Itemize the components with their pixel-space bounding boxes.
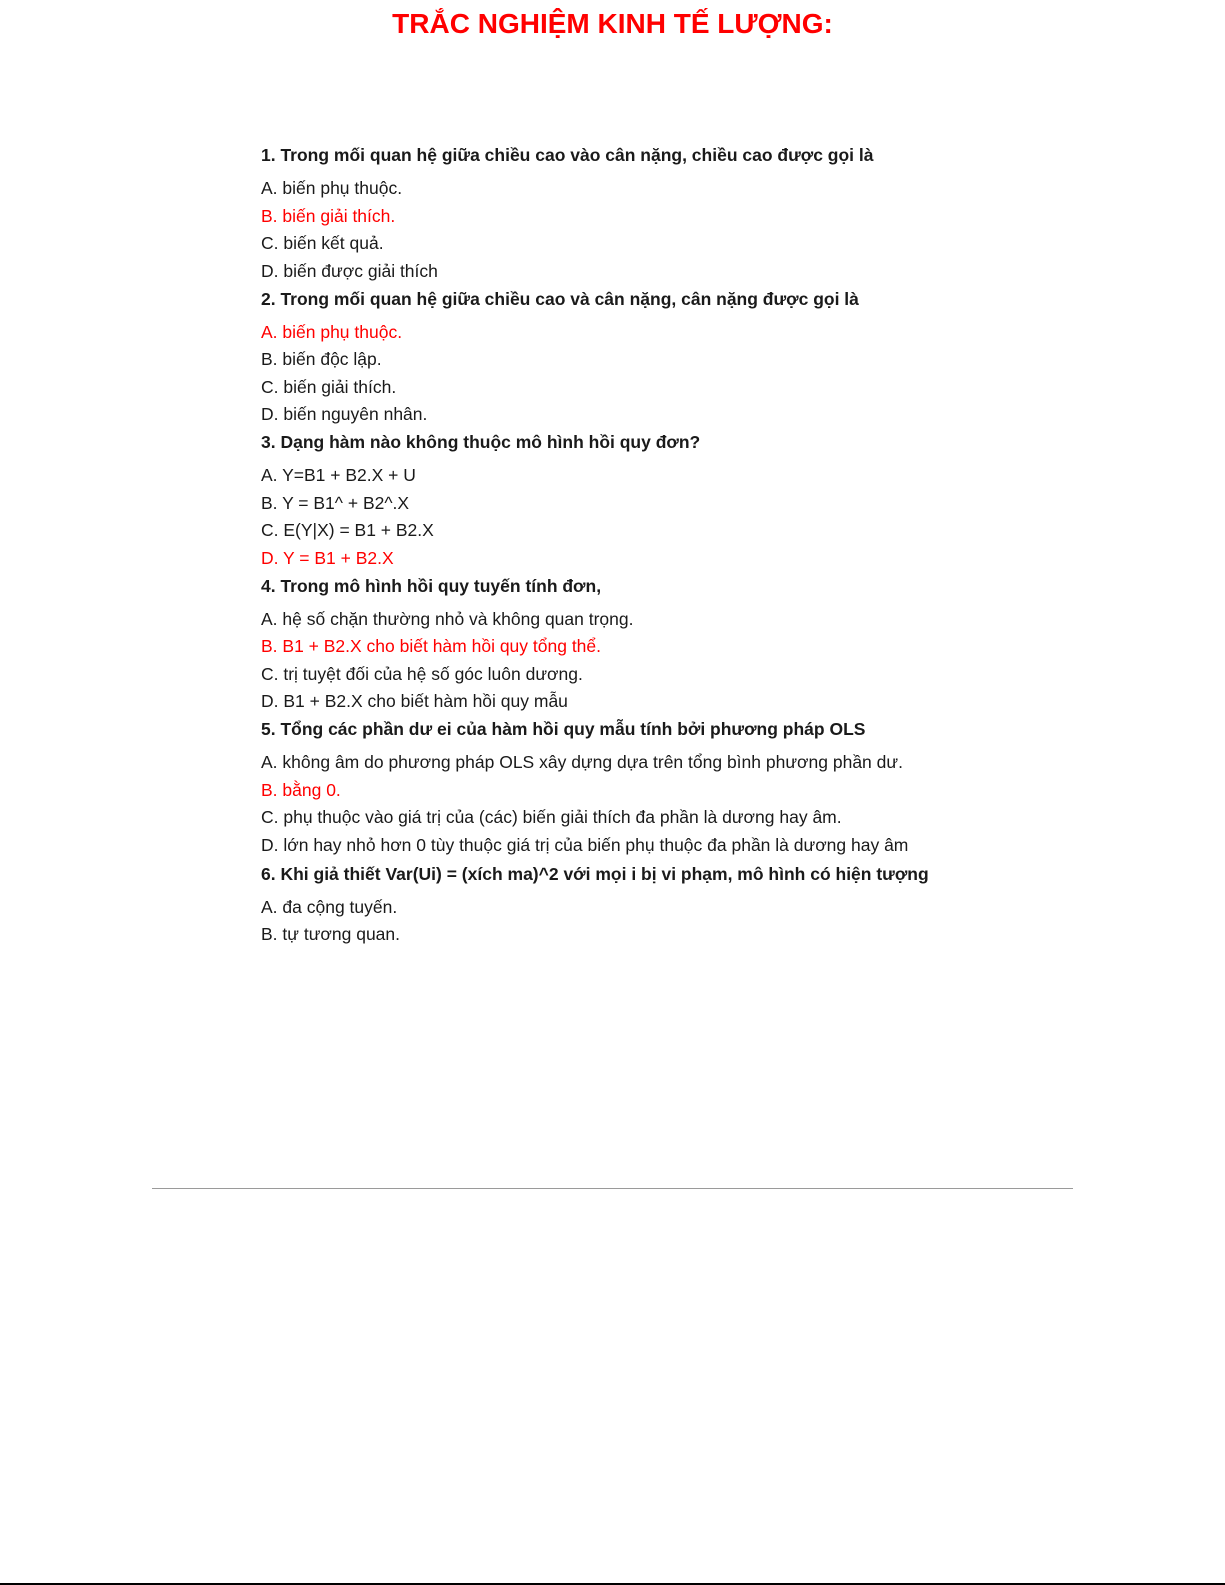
q5-option-d: D. lớn hay nhỏ hơn 0 tùy thuộc giá trị của biến phụ thuộc đa phần là dương hay âm	[261, 834, 909, 855]
q4-option-c: C. trị tuyệt đối của hệ số góc luôn dương.	[261, 663, 583, 684]
q4-option-d: D. B1 + B2.X cho biết hàm hồi quy mẫu	[261, 691, 568, 711]
q5-option-c: C. phụ thuộc vào giá trị của (các) biến giải thích đa phần là dương hay âm.	[261, 807, 842, 827]
q2-option-c: C. biến giải thích.	[261, 376, 397, 397]
q6-option-b: B. tự tương quan.	[261, 924, 401, 944]
question-2: 2. Trong mối quan hệ giữa chiều cao và cân nặng, cân nặng được gọi là	[261, 288, 859, 309]
q1-option-c: C. biến kết quả.	[261, 233, 384, 253]
q3-option-d-correct: D. Y = B1 + B2.X	[261, 547, 394, 568]
q5-option-a: A. không âm do phương pháp OLS xây dựng dựa trên tổng bình phương phần dư.	[261, 752, 903, 772]
q3-option-c: C. E(Y|X) = B1 + B2.X	[261, 520, 434, 540]
question-1: 1. Trong mối quan hệ giữa chiều cao vào cân nặng, chiều cao được gọi là	[261, 145, 874, 165]
q1-option-d: D. biến được giải thích	[261, 260, 438, 281]
q1-option-b-correct: B. biến giải thích.	[261, 205, 396, 226]
q4-option-b-correct: B. B1 + B2.X cho biết hàm hồi quy tổng thể.	[261, 636, 602, 656]
q2-option-b: B. biến độc lập.	[261, 349, 382, 369]
q4-option-a: A. hệ số chặn thường nhỏ và không quan trọng.	[261, 608, 634, 629]
question-5: 5. Tổng các phần dư ei của hàm hồi quy mẫu tính bởi phương pháp OLS	[261, 719, 866, 739]
page-title: TRẮC NGHIỆM KINH TẾ LƯỢNG:	[392, 8, 833, 39]
question-4: 4. Trong mô hình hồi quy tuyến tính đơn,	[261, 575, 602, 596]
q1-option-a: A. biến phụ thuộc.	[261, 178, 403, 198]
question-3: 3. Dạng hàm nào không thuộc mô hình hồi quy đơn?	[261, 432, 701, 452]
q2-option-a-correct: A. biến phụ thuộc.	[261, 321, 403, 342]
q3-option-a: A. Y=B1 + B2.X + U	[261, 465, 416, 485]
q3-option-b: B. Y = B1^ + B2^.X	[261, 492, 410, 513]
question-list	[261, 143, 981, 950]
q2-option-d: D. biến nguyên nhân.	[261, 404, 428, 424]
question-6: 6. Khi giả thiết Var(Ui) = (xích ma)^2 với mọi i bị vi phạm, mô hình có hiện tượng	[261, 863, 929, 884]
page-divider	[152, 1188, 1073, 1189]
q5-option-b-correct: B. bằng 0.	[261, 779, 341, 800]
q6-option-a: A. đa cộng tuyến.	[261, 896, 398, 917]
